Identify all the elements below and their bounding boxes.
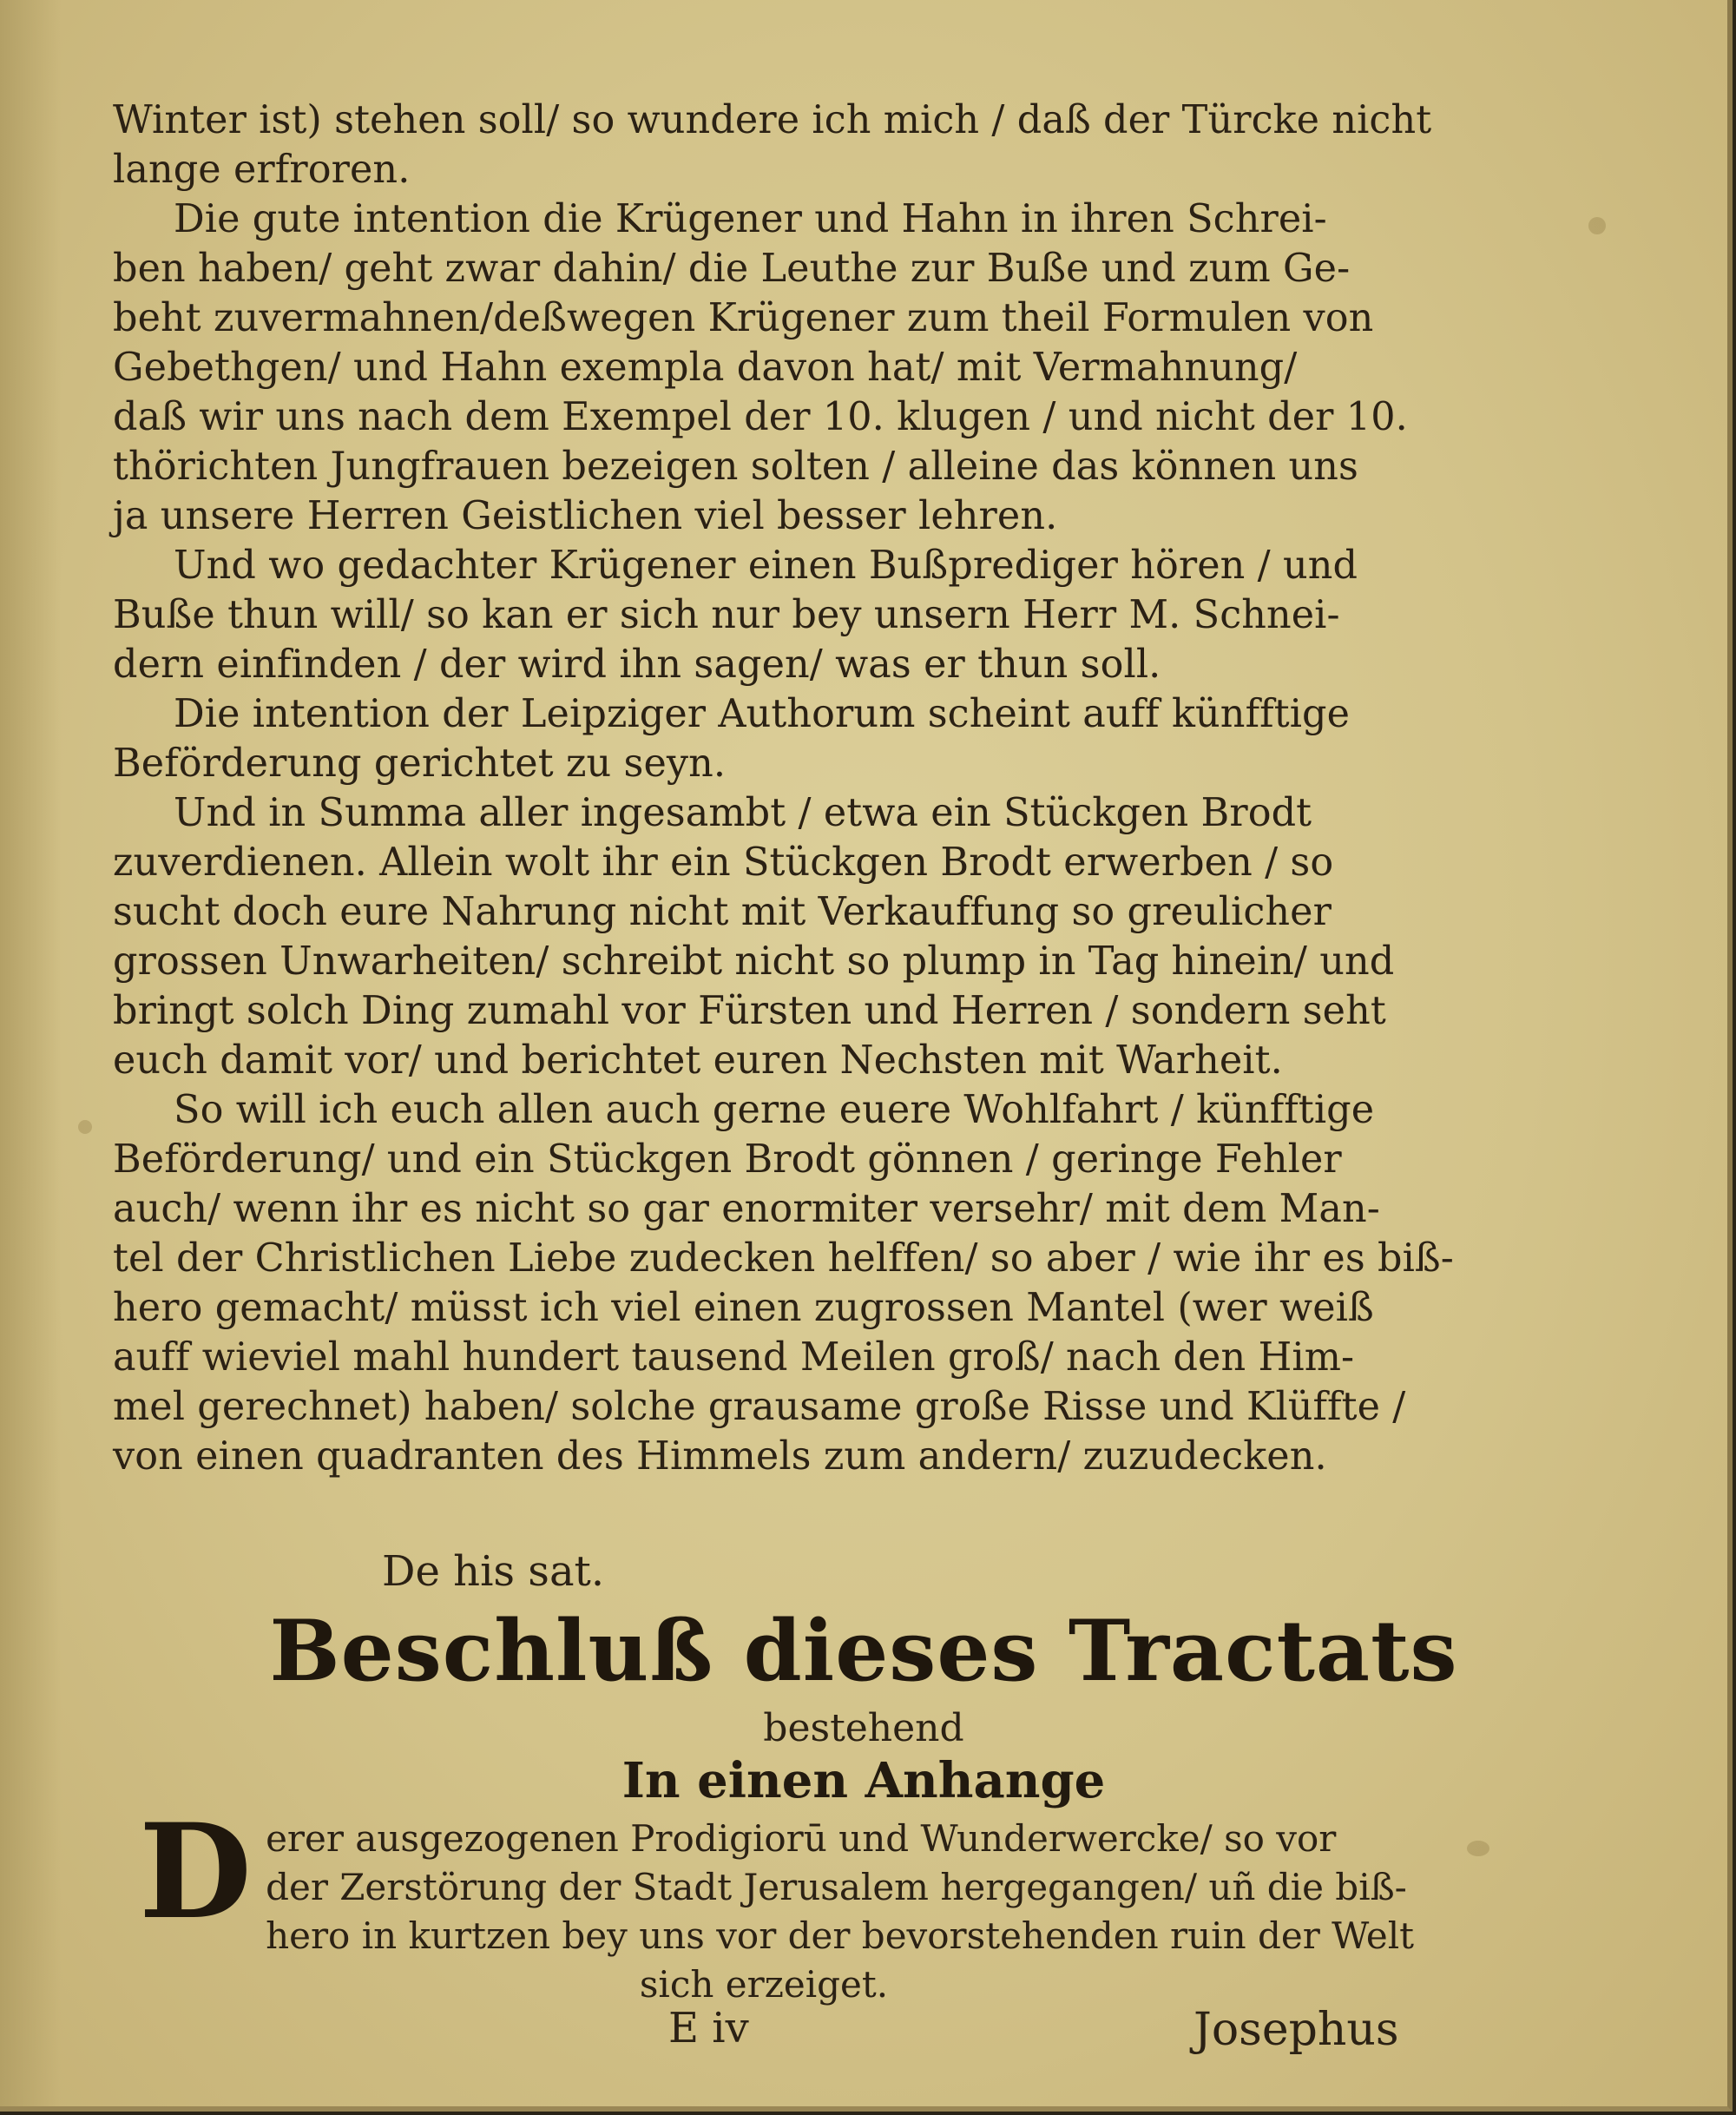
text-line: hero gemacht/ müsst ich viel einen zugrossen Mantel (wer weiß [113, 1286, 1374, 1330]
text-line: ja unsere Herren Geistlichen viel besser lehren. [113, 494, 1058, 538]
main-text [113, 96, 1454, 1481]
text-line: lange erfroren. [113, 148, 411, 192]
signature-mark: E iv [668, 2004, 749, 2052]
text-line: von einen quadranten des Himmels zum andern/ zuzudecken. [113, 1434, 1327, 1479]
paper-stain [1588, 217, 1606, 234]
closing-devise: De his sat. [382, 1547, 605, 1596]
text-line: hero in kurtzen bey uns vor der bevorstehenden ruin der Welt [266, 1914, 1415, 1957]
text-line: daß wir uns nach dem Exempel der 10. klugen / und nicht der 10. [113, 395, 1408, 439]
text-line: auff wieviel mahl hundert tausend Meilen groß/ nach den Him- [113, 1335, 1355, 1380]
text-line: auch/ wenn ihr es nicht so gar enormiter versehr/ mit dem Man- [113, 1187, 1380, 1231]
text-line: bringt solch Ding zumahl vor Fürsten und Herren / sondern seht [113, 989, 1386, 1033]
text-line: Beförderung/ und ein Stückgen Brodt gönnen / geringe Fehler [113, 1137, 1342, 1182]
text-line: tel der Christlichen Liebe zudecken helffen/ so aber / wie ihr es biß- [113, 1236, 1454, 1281]
text-line: erer ausgezogenen Prodigiorū und Wunderwercke/ so vor [266, 1817, 1337, 1860]
text-line: Beförderung gerichtet zu seyn. [113, 741, 727, 786]
text-line: ben haben/ geht zwar dahin/ die Leuthe zur Buße und zum Ge- [113, 247, 1351, 291]
text-line: mel gerechnet) haben/ solche grausame große Risse und Klüffte / [113, 1385, 1406, 1429]
text-line: Und in Summa aller ingesambt / etwa ein Stückgen Brodt [174, 791, 1312, 835]
text-line: thörichten Jungfrauen bezeigen solten / alleine das können uns [113, 445, 1358, 489]
text-line: euch damit vor/ und berichtet euren Nechsten mit Warheit. [113, 1038, 1283, 1083]
text-line: beht zuvermahnen/deßwegen Krügener zum theil Formulen von [113, 296, 1374, 340]
text-line: Und wo gedachter Krügener einen Bußprediger hören / und [174, 544, 1358, 588]
text-line: Winter ist) stehen soll/ so wundere ich mich / daß der Türcke nicht [113, 98, 1432, 142]
text-line: Buße thun will/ so kan er sich nur bey unsern Herr M. Schnei- [113, 593, 1340, 637]
drop-cap: D [139, 1795, 253, 1948]
text-line: zuverdienen. Allein wolt ihr ein Stückgen Brodt erwerben / so [113, 840, 1334, 885]
catchword: Josephus [1194, 2004, 1399, 2056]
text-line: sucht doch eure Nahrung nicht mit Verkauffung so greulicher [113, 890, 1332, 934]
text-line: Gebethgen/ und Hahn exempla davon hat/ mit Vermahnung/ [113, 346, 1298, 390]
text-line: der Zerstörung der Stadt Jerusalem hergegangen/ uñ die biß- [266, 1866, 1407, 1908]
text-line: Die gute intention die Krügener und Hahn in ihren Schrei- [174, 197, 1327, 241]
text-line: sich erzeiget. [639, 1963, 889, 2006]
text-line: dern einfinden / der wird ihn sagen/ was er thun soll. [113, 642, 1161, 687]
paper-stain [78, 1120, 92, 1134]
section-heading: Beschluß dieses Tractats [269, 1602, 1458, 1700]
appendix-description [139, 1795, 1415, 2009]
paper-stain [1467, 1841, 1489, 1856]
text-line: So will ich euch allen auch gerne euere Wohlfahrt / künfftige [174, 1088, 1375, 1132]
text-line: Die intention der Leipziger Authorum scheint auff künfftige [174, 692, 1351, 736]
text-line: grossen Unwarheiten/ schreibt nicht so plump in Tag hinein/ und [113, 939, 1395, 984]
appendix-heading: In einen Anhange [621, 1752, 1106, 1809]
heading-subline: bestehend [763, 1706, 964, 1750]
